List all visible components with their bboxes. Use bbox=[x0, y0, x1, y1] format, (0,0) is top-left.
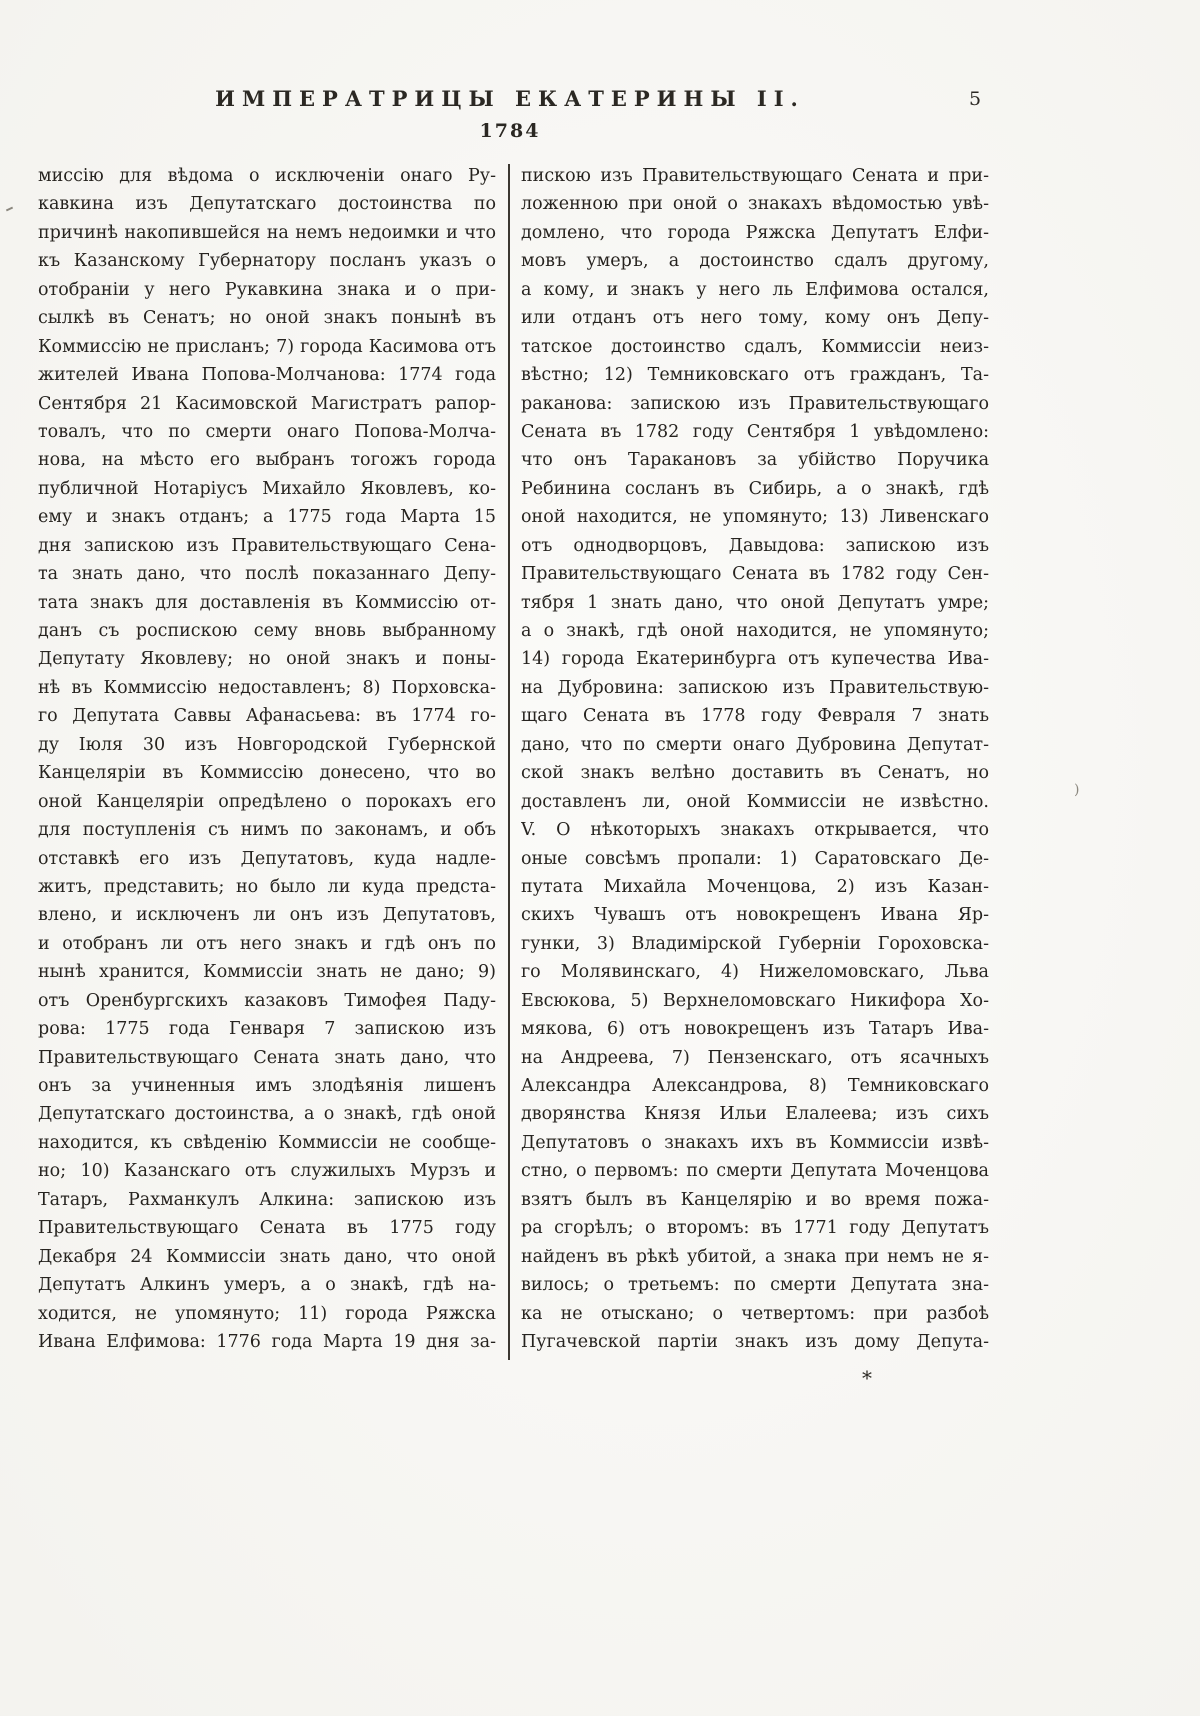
text-line: для поступленія съ нимъ по законамъ, и объ bbox=[38, 820, 496, 841]
text-line: ка не отыскано; о четвертомъ: при разбоѣ bbox=[521, 1303, 989, 1324]
text-line: но; 10) Казанскаго отъ служилыхъ Мурзъ и bbox=[38, 1161, 496, 1182]
text-line: житъ, представить; но было ли куда предста- bbox=[38, 876, 496, 897]
text-line: публичной Нотаріусъ Михайло Яковлевъ, ко- bbox=[38, 478, 496, 499]
text-line: сылкѣ въ Сенатъ; но оной знакъ понынѣ въ bbox=[38, 308, 496, 329]
text-line: Декабря 24 Коммиссіи знать дано, что оной bbox=[38, 1246, 496, 1267]
text-line: Пугачевской партіи знакъ изъ дому Депута- bbox=[521, 1331, 989, 1352]
text-line: а о знакѣ, гдѣ оной находится, не упомянуто; bbox=[521, 621, 989, 641]
text-line: та знать дано, что послѣ показаннаго Депу- bbox=[38, 564, 496, 585]
text-line: данъ съ роспискою сему вновь выбранному bbox=[38, 621, 496, 641]
text-line: отъ однодворцовъ, Давыдова: запискою изъ bbox=[521, 535, 989, 556]
text-line: миссію для вѣдома о исключеніи онаго Ру- bbox=[38, 166, 496, 186]
text-line: тата знакъ для доставленія въ Коммиссію от- bbox=[38, 592, 496, 613]
text-line: Правительствующаго Сената въ 1782 году Сен- bbox=[521, 564, 989, 585]
text-line: взятъ былъ въ Канцелярію и во время пожа- bbox=[521, 1189, 989, 1210]
text-line: дворянства Князя Ильи Елалеева; изъ сихъ bbox=[521, 1104, 989, 1125]
text-line: дня запискою изъ Правительствующаго Сена- bbox=[38, 535, 496, 556]
text-line: гунки, 3) Владимірской Губерніи Гороховска- bbox=[521, 933, 989, 954]
text-line: Татаръ, Рахманкулъ Алкина: запискою изъ bbox=[38, 1189, 496, 1210]
text-line: ра сгорѣлъ; о второмъ: въ 1771 году Депутатъ bbox=[521, 1218, 989, 1239]
text-line: причинѣ накопившейся на немъ недоимки и что bbox=[38, 222, 496, 243]
text-line: дано, что по смерти онаго Дубровина Депутат- bbox=[521, 734, 989, 755]
text-line: мовъ умеръ, а достоинство сдалъ другому, bbox=[521, 251, 989, 272]
text-line: къ Казанскому Губернатору посланъ указъ о bbox=[38, 251, 496, 272]
text-line: Сентября 21 Касимовской Магистратъ рапор- bbox=[38, 393, 496, 414]
text-line: оной Канцеляріи опредѣлено о порокахъ его bbox=[38, 791, 496, 812]
text-line: Депутатскаго достоинства, а о знакѣ, гдѣ оной bbox=[38, 1104, 496, 1125]
text-line: отставкѣ его изъ Депутатовъ, куда надле- bbox=[38, 848, 496, 869]
text-line: отъ Оренбургскихъ казаковъ Тимофея Паду- bbox=[38, 990, 496, 1011]
text-line: V. О нѣкоторыхъ знакахъ открывается, что bbox=[521, 820, 989, 841]
text-line: на Андреева, 7) Пензенскаго, отъ ясачныхъ bbox=[521, 1047, 989, 1068]
text-line: го Молявинскаго, 4) Нижеломовскаго, Льва bbox=[521, 962, 989, 983]
text-line: ему и знакъ отданъ; а 1775 года Марта 15 bbox=[38, 507, 496, 528]
text-line: раканова: запискою изъ Правительствующаго bbox=[521, 393, 989, 414]
column-divider-rule bbox=[508, 164, 510, 1360]
text-line: тября 1 знать дано, что оной Депутатъ умре; bbox=[521, 592, 989, 613]
text-line: нѣ въ Коммиссію недоставленъ; 8) Порховска- bbox=[38, 677, 496, 698]
text-line: пискою изъ Правительствующаго Сената и при- bbox=[521, 166, 989, 186]
text-line: Правительствующаго Сената знать дано, что bbox=[38, 1047, 496, 1068]
text-line: Коммиссію не присланъ; 7) города Касимова отъ bbox=[38, 336, 496, 357]
text-line: кавкина изъ Депутатскаго достоинства по bbox=[38, 194, 496, 215]
page-number: 5 bbox=[968, 88, 982, 110]
text-line: оные совсѣмъ пропали: 1) Саратовскаго Де- bbox=[521, 848, 989, 869]
text-line: отобраніи у него Рукавкина знака и о при- bbox=[38, 279, 496, 300]
text-column-right bbox=[521, 162, 989, 1356]
text-line: татское достоинство сдалъ, Коммиссіи неиз- bbox=[521, 336, 989, 357]
text-line: вилось; о третьемъ: по смерти Депутата зна- bbox=[521, 1275, 989, 1296]
text-line: что онъ Таракановъ за убійство Поручика bbox=[521, 450, 989, 471]
text-line: го Депутата Саввы Афанасьева: въ 1774 го- bbox=[38, 706, 496, 727]
scan-artifact-mark: ) bbox=[1074, 782, 1080, 798]
text-line: Правительствующаго Сената въ 1775 году bbox=[38, 1218, 496, 1239]
text-line: нынѣ хранится, Коммиссіи знать не дано; 9) bbox=[38, 962, 496, 983]
text-line: доставленъ ли, оной Коммиссіи не извѣстно. bbox=[521, 791, 989, 812]
text-line: Сената въ 1782 году Сентября 1 увѣдомлено: bbox=[521, 421, 989, 442]
text-line: а кому, и знакъ у него ль Елфимова остался, bbox=[521, 279, 989, 300]
text-line: Канцеляріи въ Коммиссію донесено, что во bbox=[38, 763, 496, 784]
text-line: оной находится, не упомянуто; 13) Ливенскаго bbox=[521, 507, 989, 528]
text-line: Евсюкова, 5) Верхнеломовскаго Никифора Хо- bbox=[521, 990, 989, 1011]
text-line: стно, о первомъ: по смерти Депутата Моченцова bbox=[521, 1161, 989, 1182]
year-heading: 1784 bbox=[479, 120, 541, 142]
text-line: на Дубровина: запискою изъ Правительствую- bbox=[521, 677, 989, 698]
text-line: жителей Ивана Попова-Молчанова: 1774 года bbox=[38, 365, 496, 386]
text-line: щаго Сената въ 1778 году Февраля 7 знать bbox=[521, 706, 989, 727]
text-line: найденъ въ рѣкѣ убитой, а знака при немъ не я- bbox=[521, 1246, 989, 1267]
text-line: путата Михайла Моченцова, 2) изъ Казан- bbox=[521, 876, 989, 897]
text-line: нова, на мѣсто его выбранъ тогожъ города bbox=[38, 450, 496, 471]
running-head-title: ИМПЕРАТРИЦЫ ЕКАТЕРИНЫ II. bbox=[215, 86, 805, 111]
text-line: ской знакъ велѣно доставить въ Сенатъ, но bbox=[521, 763, 989, 784]
text-line: рова: 1775 года Генваря 7 запискою изъ bbox=[38, 1019, 496, 1040]
text-line: Александра Александрова, 8) Темниковскаго bbox=[521, 1076, 989, 1096]
text-line: находится, къ свѣденію Коммиссіи не сообще- bbox=[38, 1132, 496, 1153]
text-line: домлено, что города Ряжска Депутатъ Елфи- bbox=[521, 222, 989, 243]
text-line: Депутату Яковлеву; но оной знакъ и поны- bbox=[38, 649, 496, 670]
text-line: вѣстно; 12) Темниковскаго отъ гражданъ, Та- bbox=[521, 365, 989, 386]
text-line: скихъ Чувашъ отъ новокрещенъ Ивана Яр- bbox=[521, 905, 989, 926]
text-line: 14) города Екатеринбурга отъ купечества Ива- bbox=[521, 649, 989, 670]
text-line: товалъ, что по смерти онаго Попова-Молча- bbox=[38, 421, 496, 442]
text-line: мякова, 6) отъ новокрещенъ изъ Татаръ Ива- bbox=[521, 1019, 989, 1040]
text-line: Депутатъ Алкинъ умеръ, а о знакѣ, гдѣ на- bbox=[38, 1275, 496, 1296]
text-line: Депутатовъ о знакахъ ихъ въ Коммиссіи извѣ- bbox=[521, 1132, 989, 1153]
text-line: и отобранъ ли отъ него знакъ и гдѣ онъ по bbox=[38, 933, 496, 954]
text-line: Ивана Елфимова: 1776 года Марта 19 дня за- bbox=[38, 1331, 496, 1352]
text-line: ду Іюля 30 изъ Новгородской Губернской bbox=[38, 734, 496, 755]
text-line: влено, и исключенъ ли онъ изъ Депутатовъ, bbox=[38, 905, 496, 926]
text-line: ложенною при оной о знакахъ вѣдомостью увѣ- bbox=[521, 194, 989, 215]
footnote-asterisk: * bbox=[862, 1366, 872, 1390]
text-line: или отданъ отъ него тому, кому онъ Депу- bbox=[521, 308, 989, 329]
text-line: ходится, не упомянуто; 11) города Ряжска bbox=[38, 1303, 496, 1324]
scan-artifact-dash bbox=[6, 207, 13, 212]
text-line: Ребинина сосланъ въ Сибирь, а о знакѣ, гдѣ bbox=[521, 478, 989, 499]
text-line: онъ за учиненныя имъ злодѣянія лишенъ bbox=[38, 1076, 496, 1096]
text-column-left bbox=[38, 162, 496, 1356]
